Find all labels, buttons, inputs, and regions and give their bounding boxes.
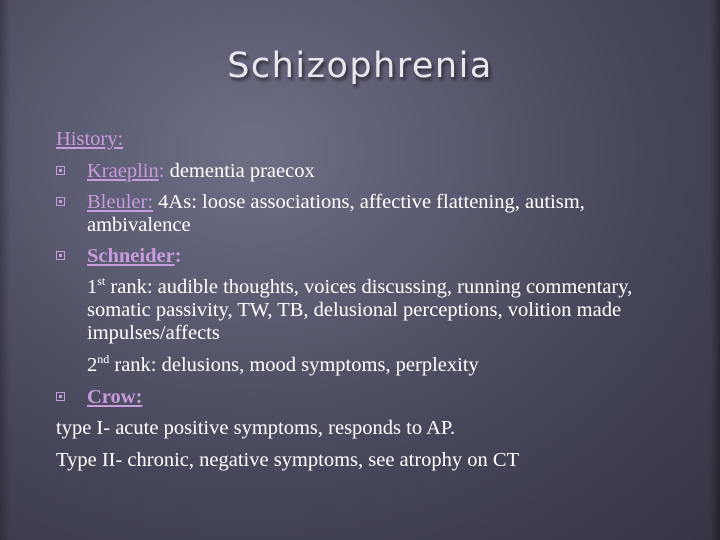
crow-type-one: type I- acute positive symptoms, responds to AP. — [56, 417, 456, 439]
square-bullet-icon — [56, 251, 65, 260]
square-bullet-icon — [56, 197, 65, 206]
rank-number: 2 — [87, 354, 98, 376]
rank-ordinal: nd — [97, 352, 110, 367]
term-schneider-colon: : — [174, 245, 182, 267]
rank-ordinal: st — [97, 274, 106, 289]
term-kraeplin: Kraeplin — [87, 160, 159, 182]
bullet-schneider — [56, 245, 666, 268]
rank-number: 1 — [87, 276, 98, 298]
rank-text: rank: audible thoughts, voices discussing, running commentary, somatic passivity, TW, TB, delusional perceptions, volition made impulses/affects — [87, 276, 633, 344]
crow-type-two: Type II- chronic, negative symptoms, see atrophy on CT — [56, 449, 520, 471]
bullet-crow — [56, 386, 666, 409]
bullet-kraeplin — [56, 160, 666, 183]
slide-title: Schizophrenia — [227, 46, 493, 86]
term-schneider: Schneider — [87, 245, 175, 267]
slide-body — [56, 128, 666, 481]
rank-text: rank: delusions, mood symptoms, perplexity — [109, 354, 479, 376]
term-crow: Crow: — [87, 386, 143, 408]
schneider-second-rank — [56, 354, 666, 377]
bleuler-text: 4As: loose associations, affective flattening, autism, ambivalence — [87, 191, 585, 236]
square-bullet-icon — [56, 392, 65, 401]
term-bleuler: Bleuler: — [87, 191, 154, 213]
history-heading: History: — [56, 128, 124, 150]
schneider-first-rank — [56, 276, 666, 345]
term-kraeplin-colon: : — [158, 160, 165, 182]
square-bullet-icon — [56, 166, 65, 175]
kraeplin-text: dementia praecox — [164, 160, 315, 182]
bullet-bleuler — [56, 191, 666, 237]
